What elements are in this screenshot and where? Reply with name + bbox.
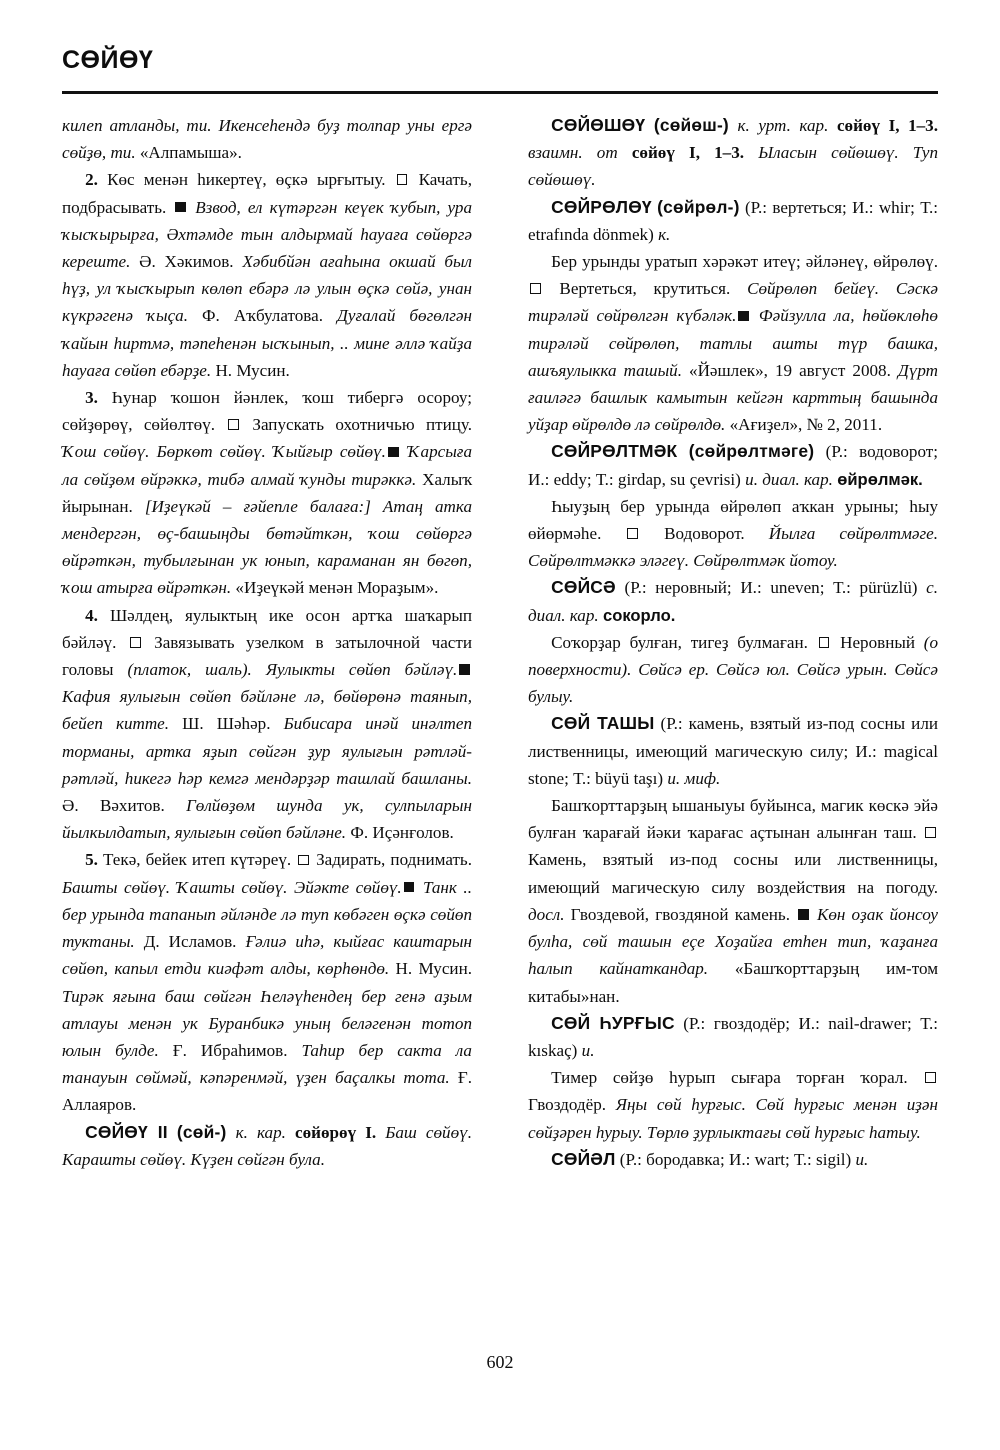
headword: СӨЙСӘ xyxy=(551,577,616,598)
example-citation: Фәйзулла ла, һөйөклөһө тирәләй сөйрөлөп, татлы ашты түр башка, ашъяулыкка ташый. xyxy=(528,306,938,380)
example-phrases: Йылға сөйрөлтмәге. Сөйрөлтмәккә эләгеү. Сөйрөлтмәк йотоу. xyxy=(528,524,938,571)
sense-2 xyxy=(62,166,472,384)
headword-stem: (сөйөш-) xyxy=(653,115,729,135)
example-citation: Хәбибйән ағаһына окшай был һүҙ, ул ҡысҡырып көлөп ебәрә лә улын өçкә сөйә, унан күкрәгенә ҡыça. xyxy=(62,252,472,326)
sense-definition-bashkir: Һунар ҡошон йәнлек, ҡош тибергә осороу; сөйҙөрөү, сөйөлтөү. xyxy=(62,388,472,435)
entry-soyrolou xyxy=(528,194,938,248)
entry-soyoshou xyxy=(528,112,938,194)
sense-number: 4. xyxy=(85,605,98,625)
headword: СӨЙӘЛ xyxy=(551,1148,616,1169)
open-square-icon xyxy=(530,283,541,294)
translation-gloss: (Р.: бородавка; И.: wart; Т.: sigil) xyxy=(619,1149,852,1169)
cross-reference: сөйөү I, 1–3. xyxy=(836,116,938,135)
open-square-icon xyxy=(130,637,141,648)
sense-number: 5. xyxy=(85,850,98,870)
open-square-icon xyxy=(298,855,309,866)
headword: СӨЙ ТАШЫ xyxy=(551,713,655,734)
cross-reference: сөйөрөү I. xyxy=(295,1122,377,1142)
example-phrases: Яулыкты сөйөп бәйләү. xyxy=(251,660,458,680)
headword-stem: (сөйрөл-) xyxy=(657,196,740,217)
literal-label: досл. xyxy=(528,904,565,924)
translation-gloss: (Р.: гвоздодёр; И.: nail-drawer; Т.: kıskaç) xyxy=(528,1013,938,1060)
open-square-icon xyxy=(925,827,936,838)
example-source: Ғ. Аллаяров. xyxy=(62,1068,472,1115)
grammar-label-ru: взаимн. от xyxy=(528,143,632,163)
example-source: «Ағиҙел», № 2, 2011. xyxy=(725,415,883,435)
example-citation: Тирәк яғына баш сөйгән Һеләүһендең бер генә аҙым атлауы менән ук Буранбикә уның беләгенән тотоп юлын булде. xyxy=(62,986,472,1060)
page-number: 602 xyxy=(486,1352,514,1372)
headword: СӨЙ ҺУРҒЫС xyxy=(551,1012,675,1033)
entry-soy-hurgys-body xyxy=(528,1064,938,1146)
filled-square-icon xyxy=(388,447,399,458)
grammar-label: к. урт. кар. xyxy=(728,116,837,135)
definition-bashkir: Бер урынды уратып хәрәкәт итеү; әйләнеү, өйрөлөү. xyxy=(551,252,938,272)
example-phrases: Ыласын сөйөшөү. Туп сөйөшөү. xyxy=(528,143,939,190)
open-square-icon xyxy=(627,528,638,539)
sense-definition-russian: Запускать охотничью птицу. xyxy=(241,415,472,435)
example-source: Ғ. Ибраһимов. xyxy=(158,1040,302,1060)
sense-3 xyxy=(62,384,472,602)
example-source: «Иҙеүкәй менән Мораҙым». xyxy=(231,578,439,598)
sense-definition-bashkir: Текә, бейек итеп күтәреү. xyxy=(97,850,297,870)
example-source: Ә. Хәкимов. xyxy=(130,252,243,272)
cross-reference: сокорло. xyxy=(602,605,676,625)
entry-soyou-2 xyxy=(62,1119,472,1173)
example-citation: Ҡарсыға ла сөйҙөм өйрәккә, тибә алмай ҡунды тирәккә. xyxy=(62,442,472,489)
sense-definition-bashkir: Шәлдең, яулыктың ике осон артҡа шаҡарып бәйләү. xyxy=(62,605,472,652)
definition-bashkir: Һыуҙың бер урында өйрөлөп аҡкан урыны; һыу өйөрмәһе. xyxy=(528,496,938,544)
entry-soyal xyxy=(528,1146,938,1173)
example-citation: Ғәлиә иһә, кыйғас каштарын сөйөп, капыл етди киәфәт алды, көрһөндө. xyxy=(62,932,472,979)
header-rule xyxy=(62,91,938,94)
example-citation: Бибисара инәй инәлтеп торманы, артка яҙып сөйгән ҙур яулығын рәтләй-рәтләй, һикегә һәр кемгә мендәрҙәр ташлай башланы. xyxy=(62,714,473,788)
definition-bashkir: Башҡорттарҙың ышаныуы буйынса, магик көскә эйә булған ҡарағай йәки ҡарағас аçтынан алынған таш. xyxy=(528,796,938,843)
translation-gloss: (Р.: камень, взятый из-под сосны или лиственницы, имеющий магическую силу; И.: magical stone; Т.: büyü taşı) xyxy=(528,714,939,788)
filled-square-icon xyxy=(404,882,415,893)
example-citation: Кафия яулығын сөйөп бәйләне лә, бөйөрөнә таянып, бейеп китте. xyxy=(62,687,472,734)
example-source: Н. Мусин. xyxy=(211,360,290,380)
open-square-icon xyxy=(819,637,830,648)
example-phrases: (о поверхности). Сөйсә ер. Сөйсә юл. Сөйсә урын. Сөйсә булыу. xyxy=(528,632,938,707)
example-citation: [Иҙеүкәй – ғәйепле балаға:] Атаң атка мендергән, өç-башыңды бөтәйткән, ҡош сөйөргә өйрәткән, тубылғынан ук юнып, караманан ян бөгөп, ҡош атырға өйрәткән. xyxy=(62,496,472,598)
sense-definition-russian: Задирать, поднимать. xyxy=(310,850,472,870)
right-column xyxy=(528,112,938,1332)
example-phrases: Яңы сөй һурғыс. Сөй һурғыс менән иҙән сөйҙәрен һурыу. Төрлө ҙурлыктағы сөй һурғыс һатыу. xyxy=(528,1095,938,1142)
translation-gloss: (Р.: неровный; И.: uneven; Т.: pürüzlü) xyxy=(624,578,918,598)
example-citation: Көн оҙак йонсоу булһа, сөй ташын еçе Хоҙайға етһен тип, ҡаҙанға һалып кайнаткандар. xyxy=(528,904,939,979)
definition-russian: Неровный xyxy=(831,632,924,652)
left-column xyxy=(62,112,472,1332)
entry-soy-hurgys xyxy=(528,1010,938,1064)
filled-square-icon xyxy=(738,311,749,322)
part-of-speech: и. диал. кар. xyxy=(745,469,833,489)
entry-soysa-body xyxy=(528,629,938,711)
two-column-body xyxy=(62,112,938,1332)
definition-russian: Вертеться, крутиться. xyxy=(542,279,748,299)
entry-soy-tashy xyxy=(528,710,938,792)
example-citation: Дүрт ғаиләгә башлык камытын кейгән карттың башында уйҙар өйрөлдө лә сөйрөлдө. xyxy=(528,360,938,435)
headword: СӨЙРӨЛӨҮ xyxy=(551,196,652,217)
entry-soy-tashy-body xyxy=(528,792,938,1010)
example-source: Н. Мусин. xyxy=(389,959,472,979)
definition-russian: Водоворот. xyxy=(640,524,769,544)
translation-gloss: (Р.: водоворот; И.: eddy; Т.: girdap, su çevrisi) xyxy=(528,442,939,489)
example-source: «Йәшлек», 19 август 2008. xyxy=(681,360,898,380)
part-of-speech: и. xyxy=(855,1149,869,1169)
cross-reference: өйрөлмәк. xyxy=(837,469,923,489)
example-source: Ф. Иçәнғолов. xyxy=(346,823,454,843)
example-phrases: Башты сөйөү. Ҡашты сөйөү. Эйәкте сөйөү. xyxy=(62,877,402,897)
headword: СӨЙРӨЛТМӘК xyxy=(551,441,678,462)
open-square-icon xyxy=(925,1072,936,1083)
example-phrases: Ҡош сөйөү. Бөркөт сөйөү. Ҡыйғыр сөйөү. xyxy=(62,442,386,462)
definition-bashkir: Соҡорҙар булған, тигеҙ булмаған. xyxy=(551,632,817,652)
sense-5 xyxy=(62,846,472,1118)
example-source: Ә. Вәхитов. xyxy=(62,796,187,816)
cross-reference: сөйөү I, 1–3. xyxy=(631,143,745,163)
entry-soyroltmak xyxy=(528,438,938,492)
paragraph-continuation xyxy=(62,112,472,166)
example-phrases: Сөйрөлөп бейеү. Сәскә тирәләй сөйрөлгән күбәләк. xyxy=(528,279,938,326)
open-square-icon xyxy=(397,174,408,185)
entry-soyrolou-body xyxy=(528,248,938,438)
sense-definition-russian: Завязывать узелком в затылочной части головы xyxy=(62,632,472,680)
example-source: Ш. Шәһәр. xyxy=(169,714,284,734)
example-source: Халыҡ йырынан. xyxy=(62,469,472,516)
headword-stem: (сөйрөлтмәге) xyxy=(688,441,815,462)
part-of-speech: с. диал. кар. xyxy=(528,578,938,625)
example-source: Д. Исламов. xyxy=(134,932,246,952)
example-citation: Таһир бер сакта ла танауын сөймәй, кәпәренмәй, үҙен баçалкы тота. xyxy=(62,1040,472,1088)
headword-stem: (сөй-) xyxy=(176,1121,227,1142)
sense-4 xyxy=(62,602,472,847)
open-square-icon xyxy=(228,419,239,430)
definition-bashkir: Тимер сөйҙө һурып сығара торған ҡорал. xyxy=(551,1068,924,1088)
example-citation: Взвод, ел күтәргән кеүек ҡубып, ура ҡысҡырырға, Әхтәмде тын алдырмай һауаға сөйөргә кереште. xyxy=(62,197,472,272)
filled-square-icon xyxy=(175,202,186,213)
example-citation: Дуғалай бөгөлгән ҡайын һиртмә, тәпеһенән ысҡынып, .. мине әллә ҡайҙа һауаға сөйөп ебәрҙе. xyxy=(62,306,472,380)
example-citation: Танк .. бер урында тапанып әйләнде лә туп көбәген өçкә сөйөп туктаны. xyxy=(62,877,472,952)
running-head: СӨЙӨҮ xyxy=(62,46,154,74)
part-of-speech: к. xyxy=(658,224,671,244)
filled-square-icon xyxy=(459,664,470,675)
usage-note: (платок, шаль). xyxy=(127,660,252,680)
sense-number: 3. xyxy=(85,388,98,408)
source-text: «Алпамыша». xyxy=(135,143,242,163)
entry-soyroltmak-body xyxy=(528,493,938,575)
example-citation: Гөлйөҙөм шунда ук, сулпыларын йылкылдатып, яулығын сөйөп бәйләне. xyxy=(62,796,472,843)
definition-russian: Гвоздодёр. xyxy=(528,1095,616,1115)
sense-definition-russian: Качать, подбрасывать. xyxy=(62,170,472,217)
sense-number: 2. xyxy=(85,170,98,190)
example-source: Ф. Аҡбулатова. xyxy=(188,306,337,326)
example-phrases: Баш сөйөү. Карашты сөйөү. Күҙен сөйгән була. xyxy=(62,1122,472,1169)
translation-gloss: (Р.: вертеться; И.: whir; Т.: etrafında dönmek) xyxy=(528,197,938,244)
definition-russian: Камень, взятый из-под сосны или лиственницы, имеющий магическую силу воздействия на погоду. xyxy=(528,850,938,897)
entry-soysa xyxy=(528,574,938,628)
headword: СӨЙӨҮ II xyxy=(85,1121,168,1142)
grammar-label: к. кар. xyxy=(226,1122,295,1142)
part-of-speech: и. миф. xyxy=(667,768,721,788)
literal-gloss: Гвоздевой, гвоздяной камень. xyxy=(564,904,797,924)
part-of-speech: и. xyxy=(581,1040,595,1060)
example-source: «Башҡорттарҙың им-том китабы»нан. xyxy=(528,959,939,1006)
sense-definition-bashkir: Көс менән һикертеү, өçкә ырғытыу. xyxy=(97,170,395,190)
citation-text: килеп атланды, ти. Икенсеһендә буҙ толпар уны ергә сөйҙө, ти. xyxy=(62,116,472,163)
filled-square-icon xyxy=(798,909,809,920)
headword: СӨЙӨШӨҮ xyxy=(551,115,646,135)
